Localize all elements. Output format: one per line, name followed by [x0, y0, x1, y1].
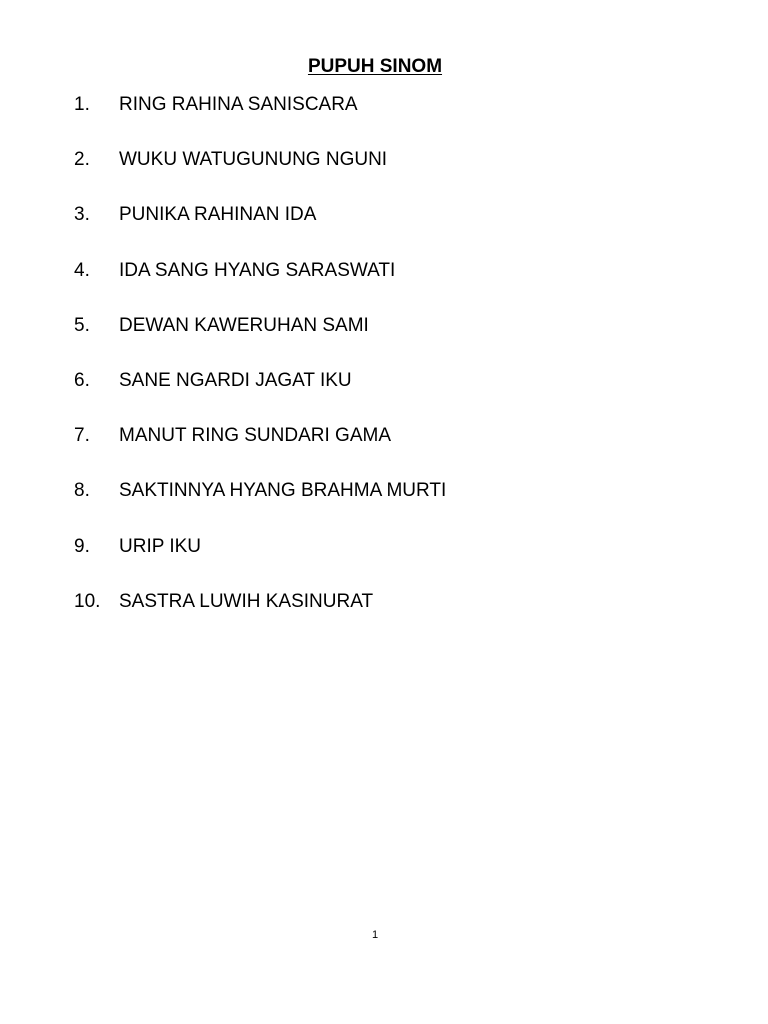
line-text: IDA SANG HYANG SARASWATI [119, 259, 396, 281]
list-item [0, 314, 768, 369]
list-item [0, 203, 768, 258]
list-item [0, 93, 768, 148]
line-text: WUKU WATUGUNUNG NGUNI [119, 149, 388, 171]
page-title: PUPUH SINOM [307, 56, 443, 77]
line-number: 4. [74, 259, 90, 281]
page-number: 1 [371, 929, 379, 941]
list-item [0, 590, 768, 645]
list-item [0, 259, 768, 314]
line-number: 10. [74, 590, 101, 612]
list-item [0, 148, 768, 203]
line-number: 3. [74, 204, 90, 226]
list-item [0, 369, 768, 424]
verse-list [0, 93, 768, 645]
line-text: SANE NGARDI JAGAT IKU [119, 369, 352, 391]
list-item [0, 479, 768, 534]
line-text: SASTRA LUWIH KASINURAT [119, 590, 374, 612]
line-text: SAKTINNYA HYANG BRAHMA MURTI [119, 480, 447, 502]
line-number: 6. [74, 369, 90, 391]
line-number: 5. [74, 314, 90, 336]
line-number: 8. [74, 480, 90, 502]
list-item [0, 424, 768, 479]
line-text: DEWAN KAWERUHAN SAMI [119, 314, 369, 336]
line-number: 7. [74, 425, 90, 447]
line-text: PUNIKA RAHINAN IDA [119, 204, 317, 226]
line-text: URIP IKU [119, 535, 202, 557]
list-item [0, 535, 768, 590]
line-text: RING RAHINA SANISCARA [119, 94, 358, 115]
line-text: MANUT RING SUNDARI GAMA [119, 425, 392, 447]
line-number: 2. [74, 149, 90, 171]
line-number: 9. [74, 535, 90, 557]
line-number: 1. [74, 94, 90, 115]
